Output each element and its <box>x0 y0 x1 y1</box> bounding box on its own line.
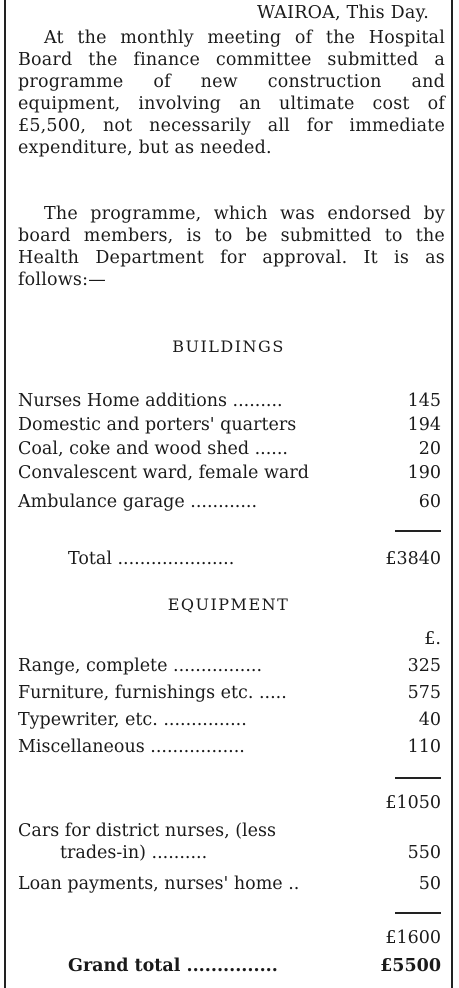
sum-rule <box>395 912 441 914</box>
item-label: Coal, coke and wood shed ...... <box>18 439 288 459</box>
buildings-row <box>18 491 447 513</box>
item-value: 50 <box>418 874 441 894</box>
item-label: Cars for district nurses, (less <box>18 821 276 841</box>
item-label: Range, complete ................ <box>18 656 263 676</box>
item-value: 20 <box>418 439 441 459</box>
item-value: 194 <box>407 415 441 435</box>
total-value: £3840 <box>385 549 441 569</box>
grand-total-label: Grand total ............... <box>68 956 278 976</box>
item-value: 60 <box>418 492 441 512</box>
buildings-total-row <box>18 548 447 570</box>
buildings-row <box>18 462 447 484</box>
dateline: WAIROA, This Day. <box>256 3 429 23</box>
paragraph-programme: The programme, which was endorsed by board members, is to be submitted to the Health Department for approval. It is as follows:— <box>18 204 445 290</box>
equipment-row <box>18 709 447 731</box>
equipment-heading: EQUIPMENT <box>167 595 290 614</box>
item-value: 110 <box>407 737 441 757</box>
item-label: Loan payments, nurses' home .. <box>18 874 300 894</box>
equipment-row <box>18 682 447 704</box>
item-label-continued: trades-in) .......... <box>60 843 208 863</box>
subtotal-value: £1600 <box>385 928 441 948</box>
sum-rule <box>395 530 441 532</box>
item-value: 190 <box>407 463 441 483</box>
subtotal-value: £1050 <box>385 793 441 813</box>
currency-header: £. <box>424 629 441 649</box>
buildings-row <box>18 438 447 460</box>
sum-rule <box>395 777 441 779</box>
item-value: 325 <box>407 656 441 676</box>
item-label: Nurses Home additions ......... <box>18 391 283 411</box>
item-label: Ambulance garage ............ <box>18 492 258 512</box>
currency-header-row <box>18 628 447 650</box>
equipment-row <box>18 736 447 758</box>
item-label: Miscellaneous ................. <box>18 737 245 757</box>
newspaper-column <box>4 0 453 988</box>
equipment-row <box>18 655 447 677</box>
item-label: Furniture, furnishings etc. ..... <box>18 683 287 703</box>
buildings-row <box>18 414 447 436</box>
grand-total-row <box>18 955 447 977</box>
item-value: 145 <box>407 391 441 411</box>
paragraph-intro: At the monthly meeting of the Hospital Board the finance committee submitted a programme of new construction and equipment, involving an ultimate cost of £5,500, not necessarily all for immediate expenditure, but as needed. <box>18 28 445 158</box>
buildings-heading: BUILDINGS <box>172 337 285 356</box>
other-row <box>18 820 447 864</box>
grand-total-value: £5500 <box>380 956 441 976</box>
total-label: Total ..................... <box>68 549 235 569</box>
item-value: 575 <box>407 683 441 703</box>
item-value: 550 <box>407 843 441 863</box>
item-label: Domestic and porters' quarters <box>18 415 297 435</box>
equipment-subtotal-row <box>18 792 447 814</box>
other-subtotal-row <box>18 927 447 949</box>
buildings-row <box>18 390 447 412</box>
other-row <box>18 873 447 895</box>
item-label: Convalescent ward, female ward <box>18 463 309 483</box>
item-label: Typewriter, etc. ............... <box>18 710 247 730</box>
item-value: 40 <box>418 710 441 730</box>
